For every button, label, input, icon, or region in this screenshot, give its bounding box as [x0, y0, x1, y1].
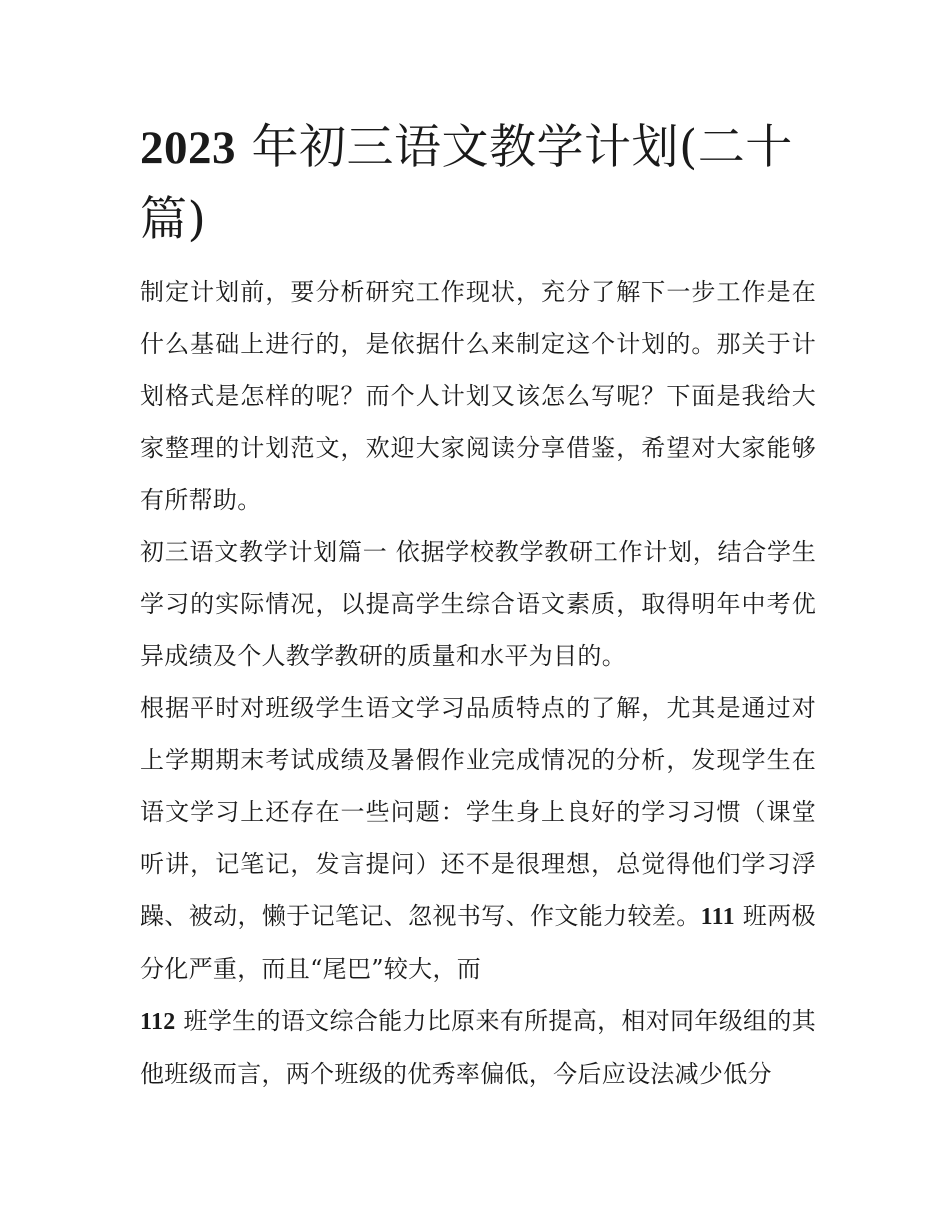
document-page [140, 112, 816, 1100]
class-number-112: 112 [140, 1009, 176, 1035]
document-title [140, 112, 816, 256]
plan-one-paragraph [140, 526, 816, 682]
plan-one-text: 初三语文教学计划篇一 依据学校教学教研工作计划，结合学生学习的实际情况，以提高学生综合语文素质，取得明年中考优异成绩及个人教学教研的质量和水平为目的。 [140, 538, 816, 670]
analysis-paragraph [140, 682, 816, 995]
title-text: 年初三语文教学计划(二十篇) [140, 120, 793, 247]
title-year: 2023 [140, 122, 236, 174]
class-112-paragraph [140, 995, 816, 1100]
intro-paragraph [140, 266, 816, 526]
analysis-text: 根据平时对班级学生语文学习品质特点的了解，尤其是通过对上学期期末考试成绩及暑假作业完成情况的分析，发现学生在语文学习上还存在一些问题：学生身上良好的学习习惯（课堂听讲，记笔记，发言提问）还不是很理想，总觉得他们学习浮躁、被动，懒于记笔记、忽视书写、作文能力较差。 [140, 694, 816, 930]
intro-text: 制定计划前，要分析研究工作现状，充分了解下一步工作是在什么基础上进行的，是依据什么来制定这个计划的。那关于计划格式是怎样的呢？而个人计划又该怎么写呢？下面是我给大家整理的计划范文，欢迎大家阅读分享借鉴，希望对大家能够有所帮助。 [140, 278, 816, 514]
class-112-text: 班学生的语文综合能力比原来有所提高，相对同年级组的其他班级而言，两个班级的优秀率偏低，今后应设法减少低分 [140, 1007, 816, 1088]
analysis-text-continued: 班两极分化严重，而且“尾巴”较大，而 [140, 902, 816, 983]
class-number-111: 111 [700, 904, 735, 930]
